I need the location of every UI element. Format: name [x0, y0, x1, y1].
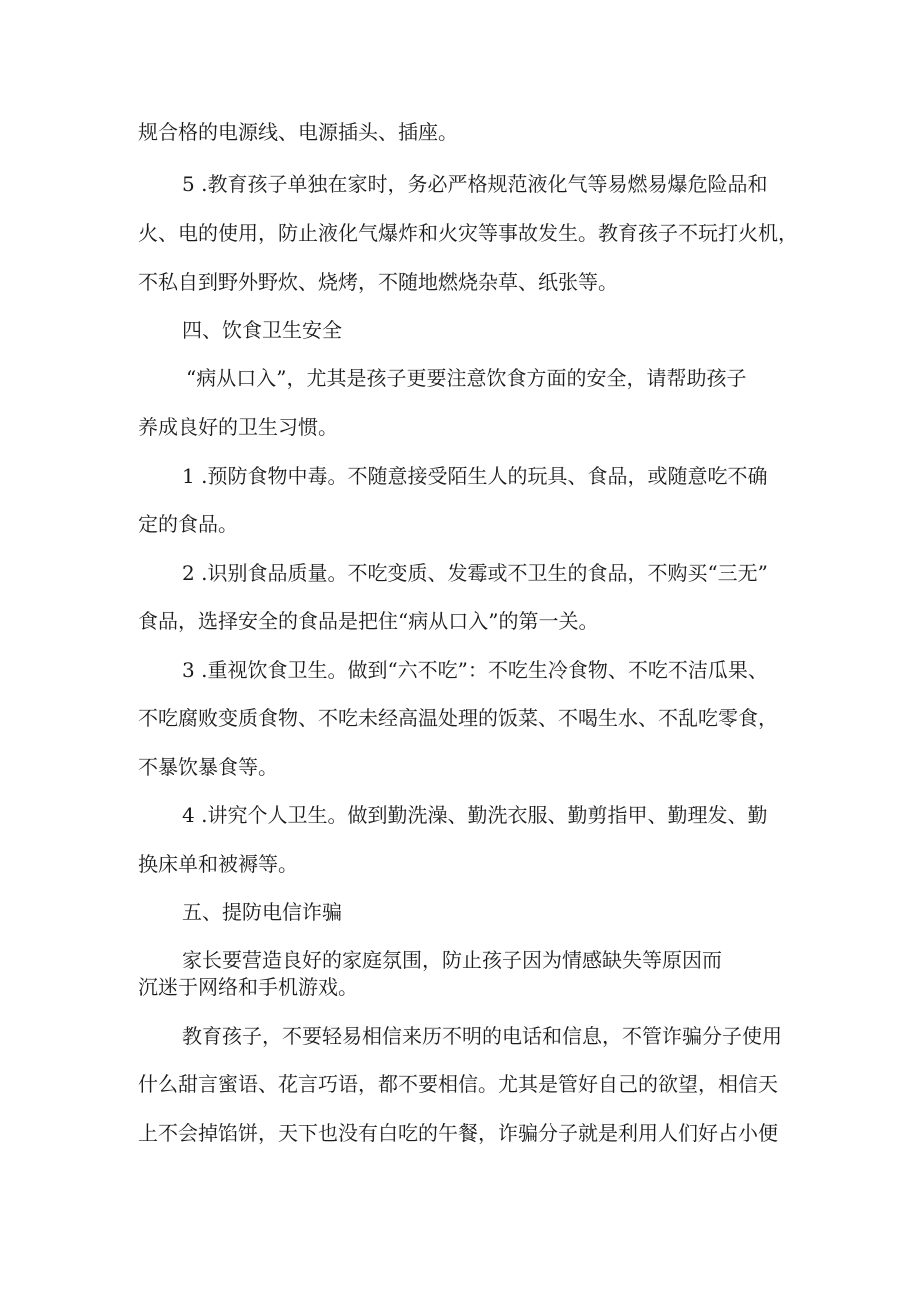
text-line: 3 .重视饮食卫生。做到“六不吃”：不吃生冷食物、不吃不洁瓜果、 — [182, 658, 768, 682]
text-line: 5 .教育孩子单独在家时，务必严格规范液化气等易燃易爆危险品和 — [182, 172, 768, 196]
text-line: 不吃腐败变质食物、不吃未经高温处理的饭菜、不喝生水、不乱吃零食， — [138, 706, 778, 730]
section-heading: 四、饮食卫生安全 — [182, 318, 342, 342]
text-line: 定的食品。 — [138, 512, 238, 536]
text-line: 2 .识别食品质量。不吃变质、发霉或不卫生的食品，不购买“三无” — [182, 561, 768, 585]
text-line: 不私自到野外野炊、烧烤，不随地燃烧杂草、纸张等。 — [138, 270, 618, 294]
text-line: 换床单和被褥等。 — [138, 852, 298, 876]
text-line: 家长要营造良好的家庭氛围，防止孩子因为情感缺失等原因而 — [182, 948, 722, 972]
section-heading: 五、提防电信诈骗 — [182, 900, 342, 924]
text-line: 食品，选择安全的食品是把住“病从口入”的第一关。 — [138, 609, 599, 633]
text-line: 教育孩子，不要轻易相信来历不明的电话和信息，不管诈骗分子使用 — [182, 1024, 782, 1048]
text-line: 火、电的使用，防止液化气爆炸和火灾等事故发生。教育孩子不玩打火机， — [138, 221, 798, 245]
text-line: 上不会掉馅饼，天下也没有白吃的午餐，诈骗分子就是利用人们好占小便 — [138, 1121, 778, 1145]
text-line: 不暴饮暴食等。 — [138, 755, 278, 779]
text-line: 什么甜言蜜语、花言巧语，都不要相信。尤其是管好自己的欲望，相信天 — [138, 1072, 778, 1096]
text-line: 1 .预防食物中毒。不随意接受陌生人的玩具、食品，或随意吃不确 — [182, 464, 768, 488]
text-line: 4 .讲究个人卫生。做到勤洗澡、勤洗衣服、勤剪指甲、勤理发、勤 — [182, 803, 768, 827]
text-line: “病从口入”，尤其是孩子更要注意饮食方面的安全，请帮助孩子 — [186, 366, 747, 390]
text-line: 规合格的电源线、电源插头、插座。 — [138, 120, 458, 144]
text-line: 养成良好的卫生习惯。 — [138, 415, 338, 439]
text-line: 沉迷于网络和手机游戏。 — [138, 975, 358, 999]
